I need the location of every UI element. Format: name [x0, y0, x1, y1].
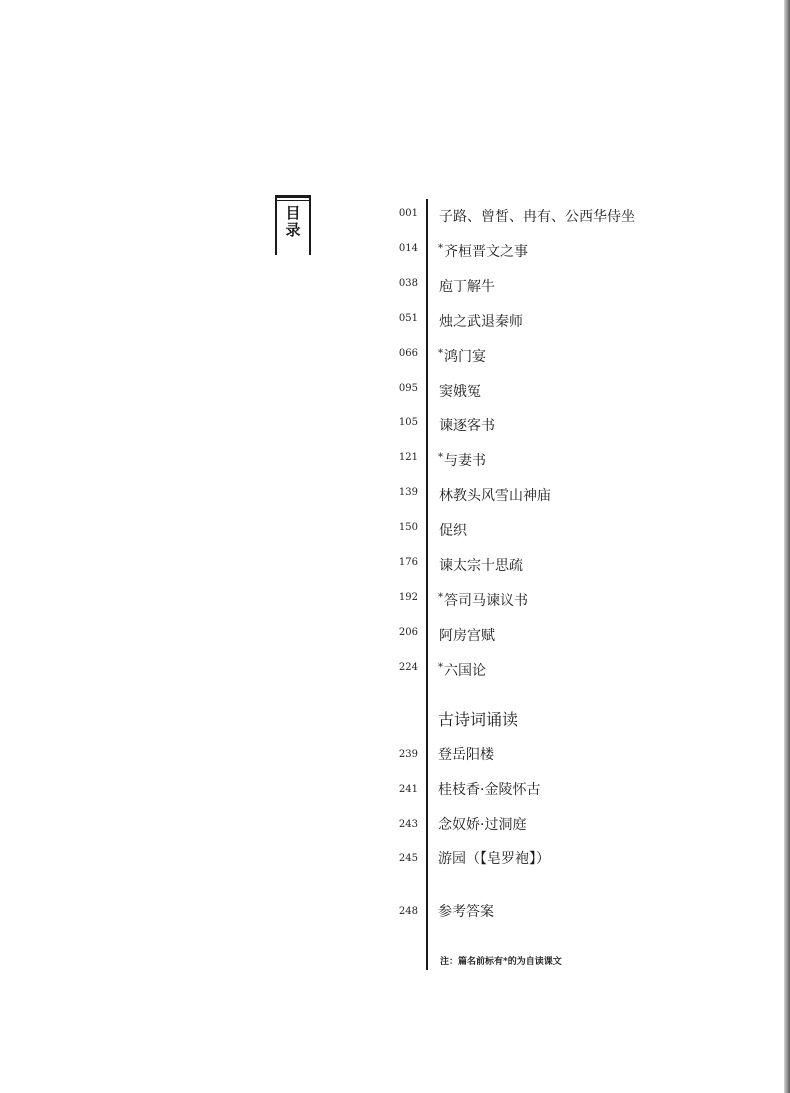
entry-title — [438, 379, 481, 402]
entry-title — [438, 658, 486, 681]
page-number: 224 — [398, 662, 418, 673]
page-number: 243 — [398, 819, 418, 830]
page-number: 139 — [398, 487, 418, 498]
toc-heading — [277, 205, 309, 239]
footnote: 注：篇名前标有*的为自读课文 — [440, 957, 562, 967]
entry-title — [438, 518, 467, 541]
entry-title-text: 庖丁解牛 — [439, 279, 495, 295]
page-number: 150 — [398, 522, 418, 533]
page-number: 038 — [398, 278, 418, 289]
self-study-marker: * — [438, 662, 443, 673]
entry-title — [438, 274, 495, 297]
entry-title — [438, 204, 635, 227]
entry-title — [438, 623, 495, 646]
page-number: 066 — [398, 348, 418, 359]
page-number: 095 — [398, 383, 418, 394]
page-number: 105 — [398, 417, 418, 428]
entry-title: 桂枝香·金陵怀古 — [438, 782, 541, 798]
page-number: 192 — [398, 592, 418, 603]
entry-title-text: 促织 — [439, 523, 467, 539]
entry-title: 游园（【皂罗袍】） — [438, 851, 550, 867]
page-number: 176 — [398, 557, 418, 568]
toc-heading-box — [275, 195, 311, 255]
entry-title-text: 阿房宫赋 — [439, 628, 495, 644]
toc-heading-char-1: 目 — [285, 204, 301, 222]
page-number: 001 — [398, 208, 418, 219]
page-number: 014 — [398, 243, 418, 254]
entry-title-text: 谏太宗十思疏 — [439, 558, 523, 574]
entry-title-text: 齐桓晋文之事 — [444, 244, 528, 260]
entry-title-text: 答司马谏议书 — [444, 593, 528, 609]
self-study-marker: * — [438, 348, 443, 359]
page-number: 239 — [398, 749, 418, 760]
entry-title: 登岳阳楼 — [438, 747, 494, 763]
entry-title — [438, 309, 523, 332]
entry-title: 念奴娇·过洞庭 — [438, 817, 527, 833]
page-number: 051 — [398, 313, 418, 324]
entry-title — [438, 413, 495, 436]
entry-title-text: 鸿门宴 — [444, 349, 486, 365]
entry-title — [438, 483, 551, 506]
entry-title: 参考答案 — [438, 904, 494, 920]
entry-title-text: 林教头风雪山神庙 — [439, 488, 551, 504]
self-study-marker: * — [438, 452, 443, 463]
toc-vertical-rule — [426, 199, 428, 970]
page-number: 245 — [398, 853, 418, 864]
page-number: 248 — [398, 906, 418, 917]
page-number: 121 — [398, 452, 418, 463]
section-heading-poetry: 古诗词诵读 — [438, 710, 519, 729]
page-number: 241 — [398, 784, 418, 795]
self-study-marker: * — [438, 243, 443, 254]
entry-title-text: 谏逐客书 — [439, 418, 495, 434]
entry-title-text: 窦娥冤 — [439, 384, 481, 400]
entry-title-text: 与妻书 — [444, 453, 486, 469]
entry-title — [438, 239, 528, 262]
entry-title-text: 六国论 — [444, 663, 486, 679]
entry-title — [438, 448, 486, 471]
self-study-marker: * — [438, 592, 443, 603]
page-edge-shadow — [784, 0, 790, 1093]
toc-heading-char-2: 录 — [285, 221, 301, 239]
page-number: 206 — [398, 627, 418, 638]
entry-title — [438, 588, 528, 611]
entry-title-text: 子路、曾皙、冉有、公西华侍坐 — [439, 209, 635, 225]
entry-title — [438, 344, 486, 367]
entry-title-text: 烛之武退秦师 — [439, 314, 523, 330]
entry-title — [438, 553, 523, 576]
